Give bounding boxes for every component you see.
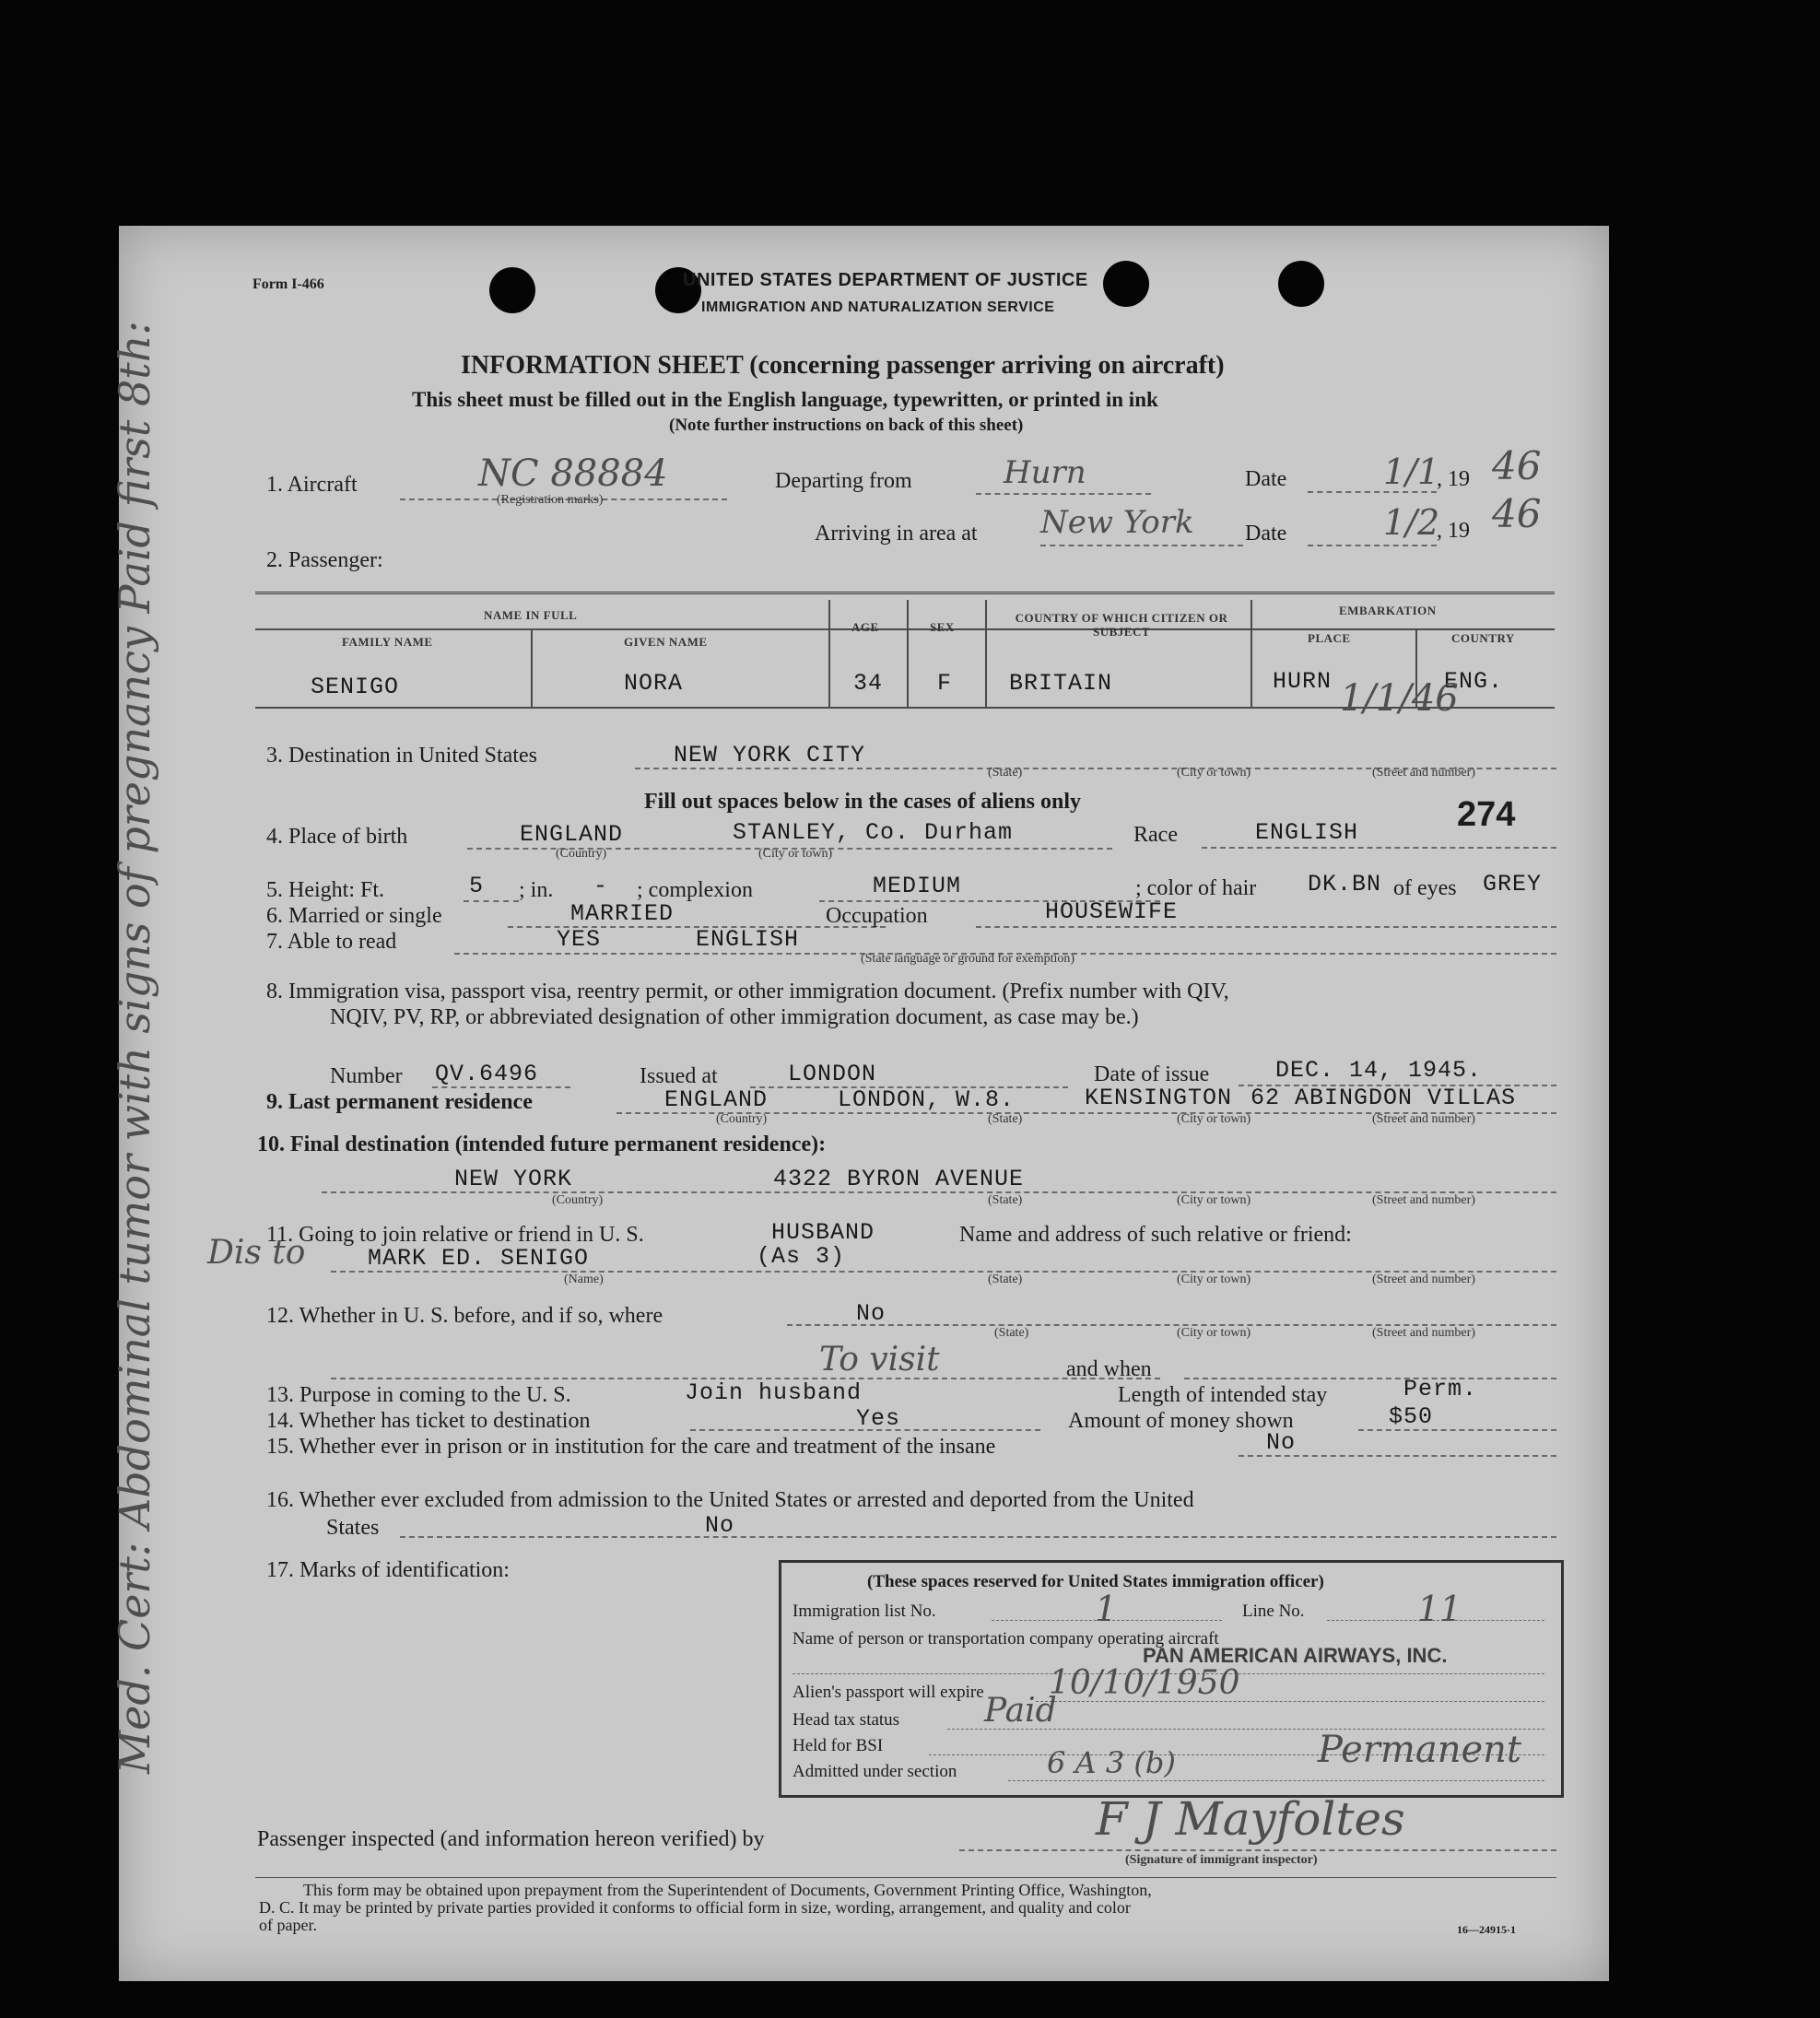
col-place: PLACE	[1308, 631, 1351, 645]
caption-city: (City or town)	[1177, 1273, 1251, 1286]
purpose-value: Join husband	[685, 1379, 863, 1406]
eyes-value: GREY	[1483, 871, 1543, 898]
margin-handwritten-note: Med. Cert: Abdominal tumor with signs of pregnancy Paid first 8th:	[110, 321, 159, 1774]
registration-caption: (Registration marks)	[497, 493, 604, 507]
race-line	[1202, 847, 1556, 849]
final-street: 4322 BYRON AVENUE	[773, 1166, 1025, 1192]
passenger-label: 2. Passenger:	[266, 548, 383, 572]
excluded-label: 16. Whether ever excluded from admission to the United States or arrested and deported from the United	[266, 1488, 1194, 1512]
bsi-label: Held for BSI	[793, 1736, 884, 1755]
relative-note: (As 3)	[757, 1243, 846, 1270]
caption-street: (Street and number)	[1372, 1326, 1475, 1340]
tax-label: Head tax status	[793, 1710, 900, 1730]
arrive-year-prefix: , 19	[1437, 519, 1470, 543]
depart-date-label: Date	[1245, 467, 1287, 491]
last-residence-label: 9. Last permanent residence	[266, 1090, 533, 1114]
table-divider	[1251, 600, 1252, 707]
doc-number-label: Number	[330, 1064, 403, 1088]
line-no-value: 11	[1417, 1589, 1462, 1629]
relative-margin-note: Dis to	[207, 1234, 306, 1272]
aircraft-value: NC 88884	[478, 452, 668, 495]
table-rule	[255, 628, 828, 629]
ticket-value: Yes	[856, 1405, 901, 1432]
tax-value: Paid	[984, 1692, 1057, 1730]
aircraft-label: 1. Aircraft	[266, 473, 358, 497]
occupation-line	[976, 926, 1556, 928]
cell-family-name: SENIGO	[311, 674, 400, 700]
occupation-value: HOUSEWIFE	[1045, 898, 1179, 925]
arrive-year-value: 46	[1492, 491, 1542, 536]
final-country: NEW YORK	[454, 1166, 573, 1192]
col-citizen-country: COUNTRY OF WHICH CITIZEN OR SUBJECT	[1015, 611, 1228, 639]
form-number: Form I-466	[252, 276, 324, 292]
arriving-label: Arriving in area at	[815, 522, 978, 546]
cell-given-name: NORA	[624, 670, 684, 697]
caption-state: (State)	[994, 1326, 1029, 1340]
table-top-rule	[255, 592, 1555, 594]
purpose-label: 13. Purpose in coming to the U. S.	[266, 1383, 571, 1407]
money-value: $50	[1389, 1403, 1434, 1430]
list-no-value: 1	[1095, 1589, 1118, 1629]
footer-line-1: This form may be obtained upon prepayment from the Superintendent of Documents, Government Printing Office, Washington,	[303, 1881, 1152, 1899]
inspected-label: Passenger inspected (and information hereon verified) by	[257, 1827, 765, 1851]
complexion-label: ; complexion	[637, 878, 753, 902]
caption-state: (State)	[988, 766, 1023, 780]
departing-label: Departing from	[775, 469, 912, 493]
final-destination-label: 10. Final destination (intended future permanent residence):	[257, 1132, 827, 1156]
company-label: Name of person or transportation company operating aircraft	[793, 1629, 1219, 1648]
table-divider	[828, 600, 830, 707]
aliens-heading: Fill out spaces below in the cases of aliens only	[644, 790, 1082, 814]
officer-box	[779, 1560, 1564, 1798]
document-label: 8. Immigration visa, passport visa, reentry permit, or other immigration document. (Prefix number with QIV,	[266, 980, 1229, 1003]
issue-date-value: DEC. 14, 1945.	[1275, 1057, 1483, 1084]
issued-label: Issued at	[640, 1064, 718, 1088]
caption-state: (State)	[988, 1193, 1023, 1207]
depart-year-prefix: , 19	[1437, 467, 1470, 491]
caption-street: (Street and number)	[1372, 766, 1475, 780]
prison-value: No	[1266, 1429, 1297, 1456]
occupation-label: Occupation	[826, 904, 928, 928]
punch-hole	[1278, 261, 1324, 307]
form-sheet	[110, 226, 1609, 1981]
arriving-value: New York	[1040, 504, 1194, 541]
race-label: Race	[1133, 823, 1178, 847]
destination-label: 3. Destination in United States	[266, 744, 537, 768]
cell-embark-country: ENG.	[1444, 668, 1504, 695]
caption-state: (State)	[988, 1273, 1023, 1286]
line-no-label: Line No.	[1242, 1601, 1305, 1621]
relative-name-addr-label: Name and address of such relative or friend:	[959, 1223, 1352, 1247]
marital-value: MARRIED	[570, 900, 675, 927]
section-line	[1008, 1780, 1544, 1781]
before-value: No	[856, 1300, 887, 1327]
col-given-name: GIVEN NAME	[624, 635, 708, 649]
col-group-embarkation: EMBARKATION	[1339, 604, 1437, 617]
arrive-date-value: 1/2	[1383, 502, 1440, 543]
caption-country: (Country)	[556, 847, 607, 861]
section-label: Admitted under section	[793, 1762, 957, 1781]
hair-value: DK.BN	[1308, 871, 1382, 898]
table-divider	[907, 600, 909, 707]
caption-country: (Country)	[552, 1193, 604, 1207]
before-handwritten: To visit	[819, 1341, 940, 1379]
cell-handwritten-date: 1/1/46	[1340, 677, 1459, 720]
caption-city: (City or town)	[1177, 1326, 1251, 1340]
caption-city: (City or town)	[758, 847, 833, 861]
relative-relation: HUSBAND	[771, 1219, 875, 1246]
col-embark-country: COUNTRY	[1451, 631, 1515, 645]
ticket-label: 14. Whether has ticket to destination	[266, 1409, 591, 1433]
cell-age: 34	[853, 670, 884, 697]
cell-embark-place: HURN	[1273, 668, 1333, 695]
footer-code: 16—24915-1	[1457, 1923, 1516, 1936]
col-group-name: NAME IN FULL	[484, 608, 578, 622]
inspected-line	[959, 1849, 1556, 1851]
arrive-date-line	[1308, 545, 1437, 546]
hair-label: ; color of hair	[1135, 876, 1257, 900]
stamp-number: 274	[1457, 795, 1516, 834]
arriving-line	[1040, 545, 1243, 546]
col-sex: SEX	[930, 620, 955, 634]
race-value: ENGLISH	[1255, 819, 1359, 846]
eyes-label: of eyes	[1393, 876, 1457, 900]
punch-hole	[489, 267, 535, 313]
caption-state-language: (State language or ground for exemption)	[861, 952, 1075, 966]
passport-value: 10/10/1950	[1049, 1664, 1240, 1702]
stay-label: Length of intended stay	[1118, 1383, 1328, 1407]
departing-value: Hurn	[1004, 454, 1086, 491]
read-language: ENGLISH	[696, 926, 800, 953]
height-label: 5. Height: Ft.	[266, 878, 385, 902]
caption-country: (Country)	[716, 1112, 768, 1126]
document-label-2: NQIV, PV, RP, or abbreviated designation of other immigration document, as case may be.)	[330, 1005, 1139, 1029]
birth-city: STANLEY, Co. Durham	[733, 819, 1014, 846]
footer-line-3: of paper.	[259, 1916, 317, 1934]
section-value: 6 A 3 (b)	[1047, 1745, 1176, 1780]
depart-year-value: 46	[1492, 443, 1542, 488]
table-divider	[985, 600, 987, 707]
relative-label: 11. Going to join relative or friend in U. S.	[266, 1223, 644, 1247]
col-family-name: FAMILY NAME	[342, 635, 433, 649]
residence-city: KENSINGTON	[1085, 1085, 1233, 1111]
marks-label: 17. Marks of identification:	[266, 1558, 510, 1582]
inspector-signature: F J Mayfoltes	[1096, 1792, 1405, 1846]
status-value: Permanent	[1318, 1729, 1521, 1771]
height-in: -	[593, 873, 609, 899]
before-label: 12. Whether in U. S. before, and if so, where	[266, 1304, 663, 1328]
issue-date-label: Date of issue	[1094, 1062, 1210, 1086]
marital-label: 6. Married or single	[266, 904, 442, 928]
excluded-value: No	[705, 1512, 735, 1539]
list-no-label: Immigration list No.	[793, 1601, 936, 1621]
passport-label: Alien's passport will expire	[793, 1683, 984, 1702]
caption-street: (Street and number)	[1372, 1193, 1475, 1207]
and-when-line	[1184, 1378, 1556, 1379]
cell-sex: F	[937, 670, 953, 697]
caption-street: (Street and number)	[1372, 1273, 1475, 1286]
footer-line-2: D. C. It may be printed by private parties provided it conforms to official form in size, wording, arrangement, and quality and color	[259, 1898, 1131, 1917]
prison-label: 15. Whether ever in prison or in institution for the care and treatment of the insane	[266, 1435, 996, 1459]
caption-state: (State)	[988, 1112, 1023, 1126]
stay-value: Perm.	[1403, 1376, 1478, 1402]
residence-street: 62 ABINGDON VILLAS	[1251, 1085, 1517, 1111]
table-divider	[531, 628, 533, 707]
department-name: UNITED STATES DEPARTMENT OF JUSTICE	[683, 270, 1088, 290]
residence-country: ENGLAND	[664, 1086, 769, 1113]
read-value: YES	[557, 926, 602, 953]
caption-street: (Street and number)	[1372, 1112, 1475, 1126]
instructions-note: (Note further instructions on back of this sheet)	[669, 416, 1024, 435]
departing-line	[976, 493, 1151, 495]
and-when-label: and when	[1066, 1357, 1152, 1381]
residence-state: LONDON, W.8.	[838, 1086, 1016, 1113]
page-subtitle: This sheet must be filled out in the English language, typewritten, or printed in ink	[412, 388, 1158, 411]
excluded-label-2: States	[326, 1516, 380, 1540]
caption-city: (City or town)	[1177, 766, 1251, 780]
complexion-value: MEDIUM	[873, 873, 962, 899]
caption-name: (Name)	[564, 1273, 604, 1286]
officer-box-heading: (These spaces reserved for United States immigration officer)	[867, 1572, 1324, 1591]
cell-citizen: BRITAIN	[1009, 670, 1113, 697]
height-ft-line	[464, 900, 519, 902]
birth-label: 4. Place of birth	[266, 825, 408, 849]
footer-rule	[255, 1877, 1556, 1878]
money-label: Amount of money shown	[1068, 1409, 1294, 1433]
excluded-line	[400, 1536, 1556, 1538]
issued-value: LONDON	[788, 1061, 877, 1087]
arrive-date-label: Date	[1245, 522, 1287, 546]
company-value: PAN AMERICAN AIRWAYS, INC.	[1143, 1644, 1448, 1667]
service-name: IMMIGRATION AND NATURALIZATION SERVICE	[701, 299, 1055, 315]
caption-city: (City or town)	[1177, 1193, 1251, 1207]
birth-country: ENGLAND	[520, 821, 624, 848]
signature-caption: (Signature of immigrant inspector)	[1125, 1853, 1318, 1867]
doc-number-value: QV.6496	[435, 1061, 539, 1087]
caption-city: (City or town)	[1177, 1112, 1251, 1126]
height-ft: 5	[469, 873, 485, 899]
height-in-label: ; in.	[519, 878, 554, 902]
destination-value: NEW YORK CITY	[674, 742, 866, 768]
depart-date-value: 1/1	[1383, 452, 1440, 492]
page-title: INFORMATION SHEET (concerning passenger arriving on aircraft)	[461, 351, 1225, 380]
read-label: 7. Able to read	[266, 930, 397, 954]
col-age: AGE	[851, 620, 879, 634]
relative-name: MARK ED. SENIGO	[368, 1245, 590, 1272]
punch-hole	[1103, 261, 1149, 307]
